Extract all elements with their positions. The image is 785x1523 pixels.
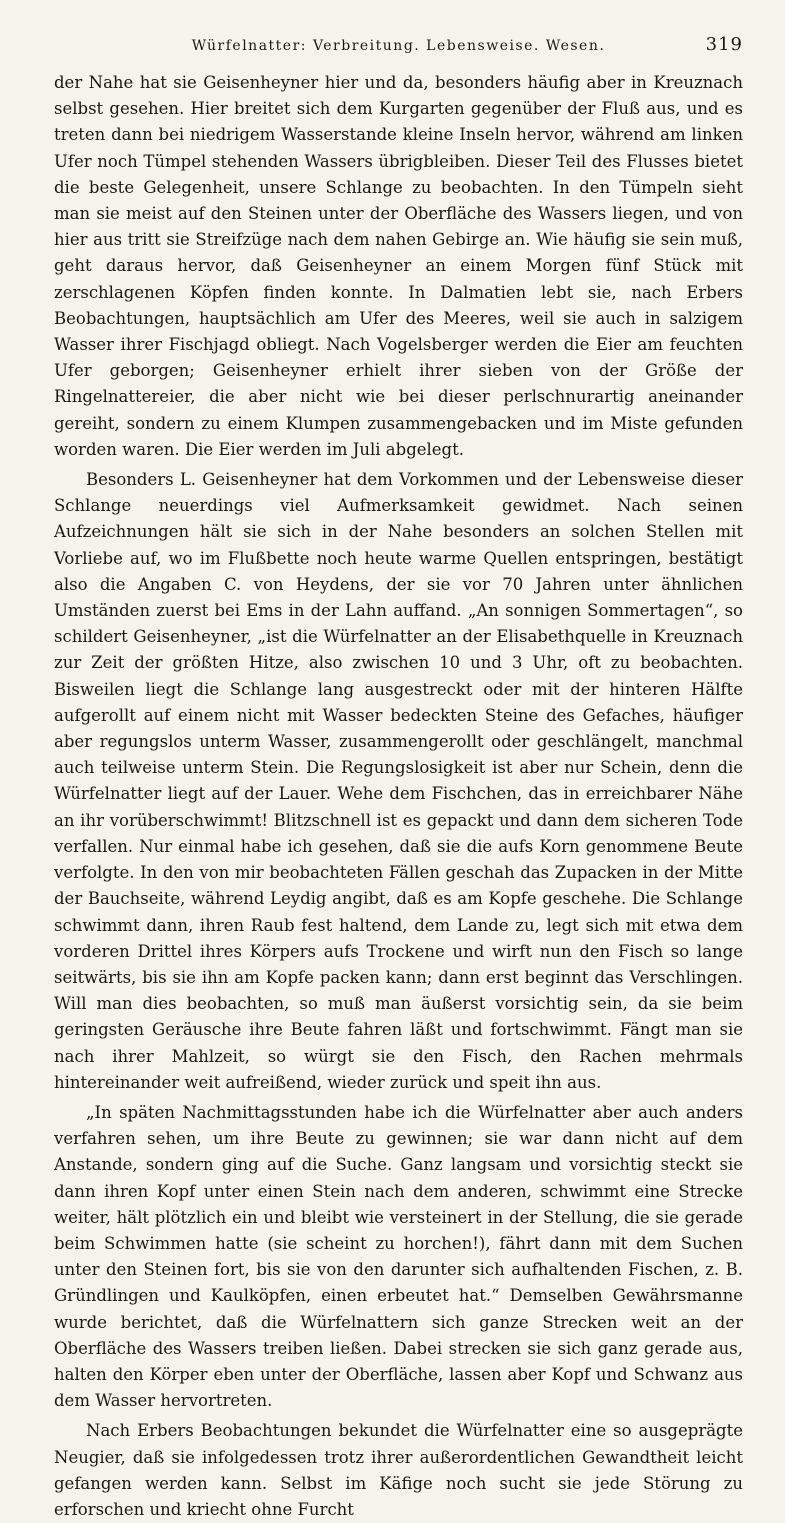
running-title: Würfelnatter: Verbreitung. Lebensweise. Wesen.	[191, 38, 606, 54]
paragraph: Nach Erbers Beobachtungen bekundet die Würfelnatter eine so ausgeprägte Neugier, daß sie infolgedessen trotz ihrer außerordentlichen Gewandtheit leicht gefangen werden kann. Selbst im Käfige noch sucht sie jede Störung zu erforschen und kriecht ohne Furcht	[54, 1421, 743, 1519]
paragraph: „In späten Nachmittagsstunden habe ich die Würfelnatter aber auch anders verfahren sehen, um ihre Beute zu gewinnen; sie war dann nicht auf dem Anstande, sondern ging auf die Suche. Ganz langsam und vorsichtig steckt sie dann ihren Kopf unter einen Stein nach dem anderen, schwimmt eine Strecke weiter, hält plötzlich ein und bleibt wie versteinert in der Stellung, die sie gerade beim Schwimmen hatte (sie scheint zu horchen!), fährt dann mit dem Suchen unter den Steinen fort, bis sie von den darunter sich aufhaltenden Fischen, z. B. Gründlingen und Kaulköpfen, einen erbeutet hat.“ Demselben Gewährsmanne wurde berichtet, daß die Würfelnattern sich ganze Strecken weit an der Oberfläche des Wassers treiben ließen. Dabei strecken sie sich ganz gerade aus, halten den Körper eben unter der Oberfläche, lassen aber Kopf und Schwanz aus dem Wasser hervortreten.	[54, 1102, 743, 1411]
paragraph: Besonders L. Geisenheyner hat dem Vorkommen und der Lebensweise dieser Schlange neuerdings viel Aufmerksamkeit gewidmet. Nach seinen Aufzeichnungen hält sie sich in der Nahe besonders an solchen Stellen mit Vorliebe auf, wo im Flußbette noch heute warme Quellen entspringen, bestätigt also die Angaben C. von Heydens, der sie vor 70 Jahren unter ähnlichen Umständen zuerst bei Ems in der Lahn auffand. „An sonnigen Sommertagen“, so schildert Geisenheyner, „ist die Würfelnatter an der Elisabethquelle in Kreuznach zur Zeit der größten Hitze, also zwischen 10 und 3 Uhr, oft zu beobachten. Bisweilen liegt die Schlange lang ausgestreckt oder mit der hinteren Hälfte aufgerollt auf einem nicht mit Wasser bedeckten Steine des Gefaches, häufiger aber regungslos unterm Wasser, zusammengerollt oder geschlängelt, manchmal auch teilweise unterm Stein. Die Regungslosigkeit ist aber nur Schein, denn die Würfelnatter liegt auf der Lauer. Wehe dem Fischchen, das in erreichbarer Nähe an ihr vorüberschwimmt! Blitzschnell ist es gepackt und dann dem sicheren Tode verfallen. Nur einmal habe ich gesehen, daß sie die aufs Korn genommene Beute verfolgte. In den von mir beobachteten Fällen geschah das Zupacken in der Mitte der Bauchseite, während Leydig angibt, daß es am Kopfe geschehe. Die Schlange schwimmt dann, ihren Raub fest haltend, dem Lande zu, legt sich mit etwa dem vorderen Drittel ihres Körpers aufs Trockene und wirft nun den Fisch so lange seitwärts, bis sie ihn am Kopfe packen kann; dann erst beginnt das Verschlingen. Will man dies beobachten, so muß man äußerst vorsichtig sein, da sie beim geringsten Geräusche ihre Beute fahren läßt und fortschwimmt. Fängt man sie nach ihrer Mahlzeit, so würgt sie den Fisch, den Rachen mehrmals hintereinander weit aufreißend, wieder zurück und speit ihn aus.	[54, 470, 743, 1092]
running-header	[54, 34, 743, 60]
body-text	[54, 70, 743, 1523]
page-number: 319	[705, 34, 743, 55]
paragraph-continuation: der Nahe hat sie Geisenheyner hier und da, besonders häufig aber in Kreuznach selbst gesehen. Hier breitet sich dem Kurgarten gegenüber der Fluß aus, und es treten dann bei niedrigem Wasserstande kleine Inseln hervor, während am linken Ufer noch Tümpel stehenden Wassers übrigbleiben. Dieser Teil des Flusses bietet die beste Gelegenheit, unsere Schlange zu beobachten. In den Tümpeln sieht man sie meist auf den Steinen unter der Oberfläche des Wassers liegen, und von hier aus tritt sie Streifzüge nach dem nahen Gebirge an. Wie häufig sie sein muß, geht daraus hervor, daß Geisenheyner an einem Morgen fünf Stück mit zerschlagenen Köpfen finden konnte. In Dalmatien lebt sie, nach Erbers Beobachtungen, hauptsächlich am Ufer des Meeres, weil sie auch in salzigem Wasser ihrer Fischjagd obliegt. Nach Vogelsberger werden die Eier am feuchten Ufer geborgen; Geisenheyner erhielt ihrer sieben von der Größe der Ringelnattereier, die aber nicht wie bei dieser perlschnurartig aneinander gereiht, sondern zu einem Klumpen zusammengebacken und im Miste gefunden worden waren. Die Eier werden im Juli abgelegt.	[54, 73, 743, 459]
